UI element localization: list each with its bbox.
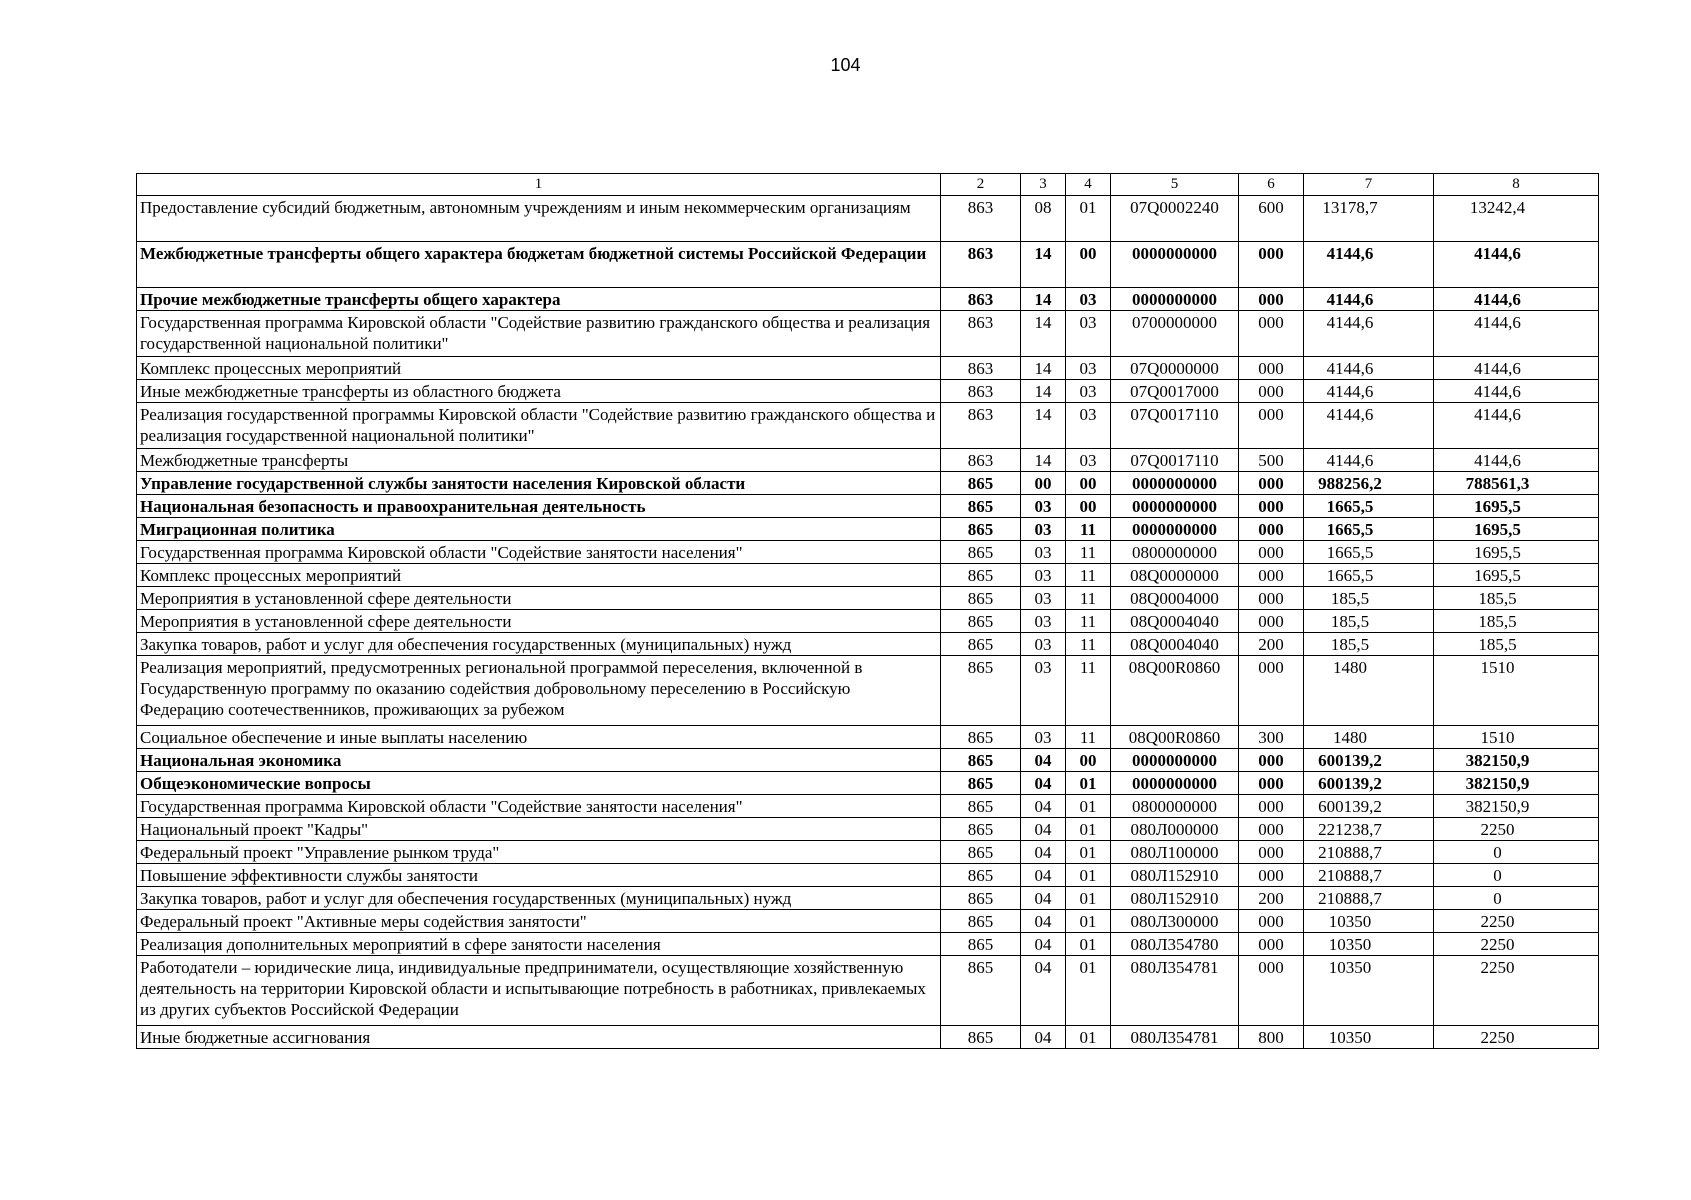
row-name-cell: Государственная программа Кировской области "Содействие занятости населения" bbox=[137, 541, 941, 564]
expense-type-cell: 000 bbox=[1239, 311, 1304, 357]
table-row bbox=[137, 864, 1599, 887]
expense-type-cell: 000 bbox=[1239, 495, 1304, 518]
row-name-cell: Закупка товаров, работ и услуг для обеспечения государственных (муниципальных) нужд bbox=[137, 887, 941, 910]
department-code-cell: 863 bbox=[941, 196, 1021, 242]
expense-type-cell: 000 bbox=[1239, 656, 1304, 726]
column-header-5: 5 bbox=[1111, 174, 1239, 196]
row-name-cell: Прочие межбюджетные трансферты общего характера bbox=[137, 288, 941, 311]
row-name-cell: Реализация дополнительных мероприятий в сфере занятости населения bbox=[137, 933, 941, 956]
table-row bbox=[137, 956, 1599, 1026]
department-code-cell: 865 bbox=[941, 841, 1021, 864]
amount-year1-cell: 185,5 bbox=[1304, 610, 1434, 633]
subsection-cell: 01 bbox=[1066, 864, 1111, 887]
subsection-cell: 03 bbox=[1066, 403, 1111, 449]
subsection-cell: 00 bbox=[1066, 472, 1111, 495]
table-row bbox=[137, 841, 1599, 864]
expense-type-cell: 200 bbox=[1239, 887, 1304, 910]
amount-year2-cell: 382150,9 bbox=[1434, 795, 1599, 818]
section-cell: 04 bbox=[1021, 749, 1066, 772]
subsection-cell: 01 bbox=[1066, 933, 1111, 956]
target-article-cell: 08Q0004040 bbox=[1111, 633, 1239, 656]
expense-type-cell: 000 bbox=[1239, 587, 1304, 610]
row-name-cell: Закупка товаров, работ и услуг для обеспечения государственных (муниципальных) нужд bbox=[137, 633, 941, 656]
department-code-cell: 865 bbox=[941, 818, 1021, 841]
expense-type-cell: 000 bbox=[1239, 472, 1304, 495]
expense-type-cell: 500 bbox=[1239, 449, 1304, 472]
amount-year2-cell: 4144,6 bbox=[1434, 242, 1599, 288]
amount-year1-cell: 221238,7 bbox=[1304, 818, 1434, 841]
department-code-cell: 865 bbox=[941, 749, 1021, 772]
row-name-cell: Межбюджетные трансферты bbox=[137, 449, 941, 472]
target-article-cell: 08Q00R0860 bbox=[1111, 656, 1239, 726]
section-cell: 14 bbox=[1021, 449, 1066, 472]
amount-year1-cell: 210888,7 bbox=[1304, 841, 1434, 864]
amount-year2-cell: 13242,4 bbox=[1434, 196, 1599, 242]
department-code-cell: 863 bbox=[941, 380, 1021, 403]
expense-type-cell: 000 bbox=[1239, 403, 1304, 449]
section-cell: 08 bbox=[1021, 196, 1066, 242]
table-row bbox=[137, 1026, 1599, 1049]
table-row bbox=[137, 564, 1599, 587]
subsection-cell: 00 bbox=[1066, 749, 1111, 772]
expense-type-cell: 000 bbox=[1239, 357, 1304, 380]
amount-year1-cell: 1665,5 bbox=[1304, 495, 1434, 518]
department-code-cell: 865 bbox=[941, 564, 1021, 587]
row-name-cell: Комплекс процессных мероприятий bbox=[137, 357, 941, 380]
amount-year1-cell: 210888,7 bbox=[1304, 887, 1434, 910]
target-article-cell: 080Л000000 bbox=[1111, 818, 1239, 841]
table-row bbox=[137, 910, 1599, 933]
subsection-cell: 11 bbox=[1066, 541, 1111, 564]
row-name-cell: Общеэкономические вопросы bbox=[137, 772, 941, 795]
target-article-cell: 0000000000 bbox=[1111, 518, 1239, 541]
department-code-cell: 865 bbox=[941, 472, 1021, 495]
subsection-cell: 11 bbox=[1066, 518, 1111, 541]
target-article-cell: 08Q00R0860 bbox=[1111, 726, 1239, 749]
department-code-cell: 865 bbox=[941, 795, 1021, 818]
target-article-cell: 08Q0000000 bbox=[1111, 564, 1239, 587]
department-code-cell: 865 bbox=[941, 587, 1021, 610]
row-name-cell: Иные бюджетные ассигнования bbox=[137, 1026, 941, 1049]
amount-year1-cell: 10350 bbox=[1304, 1026, 1434, 1049]
amount-year1-cell: 1480 bbox=[1304, 656, 1434, 726]
amount-year2-cell: 2250 bbox=[1434, 1026, 1599, 1049]
subsection-cell: 01 bbox=[1066, 818, 1111, 841]
target-article-cell: 0000000000 bbox=[1111, 242, 1239, 288]
table-row bbox=[137, 587, 1599, 610]
amount-year2-cell: 185,5 bbox=[1434, 610, 1599, 633]
column-header-1: 1 bbox=[137, 174, 941, 196]
department-code-cell: 863 bbox=[941, 449, 1021, 472]
amount-year1-cell: 10350 bbox=[1304, 933, 1434, 956]
target-article-cell: 07Q0000000 bbox=[1111, 357, 1239, 380]
section-cell: 14 bbox=[1021, 357, 1066, 380]
target-article-cell: 07Q0017110 bbox=[1111, 449, 1239, 472]
amount-year2-cell: 788561,3 bbox=[1434, 472, 1599, 495]
target-article-cell: 080Л152910 bbox=[1111, 864, 1239, 887]
section-cell: 00 bbox=[1021, 472, 1066, 495]
row-name-cell: Социальное обеспечение и иные выплаты населению bbox=[137, 726, 941, 749]
row-name-cell: Мероприятия в установленной сфере деятельности bbox=[137, 610, 941, 633]
target-article-cell: 07Q0017110 bbox=[1111, 403, 1239, 449]
subsection-cell: 11 bbox=[1066, 564, 1111, 587]
target-article-cell: 080Л300000 bbox=[1111, 910, 1239, 933]
expense-type-cell: 000 bbox=[1239, 772, 1304, 795]
column-number-row bbox=[137, 174, 1599, 196]
table-row bbox=[137, 795, 1599, 818]
amount-year1-cell: 4144,6 bbox=[1304, 380, 1434, 403]
table-row bbox=[137, 196, 1599, 242]
row-name-cell: Комплекс процессных мероприятий bbox=[137, 564, 941, 587]
amount-year1-cell: 185,5 bbox=[1304, 587, 1434, 610]
section-cell: 03 bbox=[1021, 495, 1066, 518]
expense-type-cell: 000 bbox=[1239, 541, 1304, 564]
subsection-cell: 03 bbox=[1066, 449, 1111, 472]
amount-year2-cell: 185,5 bbox=[1434, 633, 1599, 656]
table-row bbox=[137, 633, 1599, 656]
section-cell: 03 bbox=[1021, 726, 1066, 749]
subsection-cell: 00 bbox=[1066, 495, 1111, 518]
subsection-cell: 00 bbox=[1066, 242, 1111, 288]
department-code-cell: 865 bbox=[941, 887, 1021, 910]
table-row bbox=[137, 610, 1599, 633]
expense-type-cell: 600 bbox=[1239, 196, 1304, 242]
expense-type-cell: 000 bbox=[1239, 910, 1304, 933]
department-code-cell: 865 bbox=[941, 956, 1021, 1026]
row-name-cell: Национальная экономика bbox=[137, 749, 941, 772]
column-header-4: 4 bbox=[1066, 174, 1111, 196]
subsection-cell: 03 bbox=[1066, 357, 1111, 380]
section-cell: 14 bbox=[1021, 311, 1066, 357]
expense-type-cell: 000 bbox=[1239, 841, 1304, 864]
table-row bbox=[137, 311, 1599, 357]
section-cell: 03 bbox=[1021, 610, 1066, 633]
section-cell: 14 bbox=[1021, 380, 1066, 403]
expense-type-cell: 000 bbox=[1239, 380, 1304, 403]
amount-year2-cell: 1695,5 bbox=[1434, 541, 1599, 564]
section-cell: 03 bbox=[1021, 564, 1066, 587]
section-cell: 03 bbox=[1021, 587, 1066, 610]
expense-type-cell: 000 bbox=[1239, 795, 1304, 818]
column-header-3: 3 bbox=[1021, 174, 1066, 196]
section-cell: 04 bbox=[1021, 818, 1066, 841]
table-row bbox=[137, 772, 1599, 795]
department-code-cell: 865 bbox=[941, 933, 1021, 956]
amount-year2-cell: 4144,6 bbox=[1434, 380, 1599, 403]
target-article-cell: 0000000000 bbox=[1111, 288, 1239, 311]
table-row bbox=[137, 495, 1599, 518]
subsection-cell: 03 bbox=[1066, 288, 1111, 311]
amount-year2-cell: 1695,5 bbox=[1434, 518, 1599, 541]
amount-year1-cell: 1665,5 bbox=[1304, 564, 1434, 587]
amount-year1-cell: 4144,6 bbox=[1304, 288, 1434, 311]
subsection-cell: 01 bbox=[1066, 795, 1111, 818]
amount-year2-cell: 185,5 bbox=[1434, 587, 1599, 610]
subsection-cell: 01 bbox=[1066, 1026, 1111, 1049]
target-article-cell: 08Q0004000 bbox=[1111, 587, 1239, 610]
department-code-cell: 865 bbox=[941, 772, 1021, 795]
expense-type-cell: 000 bbox=[1239, 564, 1304, 587]
section-cell: 14 bbox=[1021, 288, 1066, 311]
amount-year1-cell: 10350 bbox=[1304, 956, 1434, 1026]
row-name-cell: Федеральный проект "Активные меры содействия занятости" bbox=[137, 910, 941, 933]
amount-year2-cell: 1695,5 bbox=[1434, 495, 1599, 518]
section-cell: 04 bbox=[1021, 887, 1066, 910]
amount-year1-cell: 210888,7 bbox=[1304, 864, 1434, 887]
amount-year2-cell: 2250 bbox=[1434, 933, 1599, 956]
column-header-7: 7 bbox=[1304, 174, 1434, 196]
amount-year2-cell: 4144,6 bbox=[1434, 311, 1599, 357]
amount-year1-cell: 10350 bbox=[1304, 910, 1434, 933]
table-row bbox=[137, 403, 1599, 449]
amount-year2-cell: 382150,9 bbox=[1434, 749, 1599, 772]
table-row bbox=[137, 449, 1599, 472]
amount-year2-cell: 4144,6 bbox=[1434, 449, 1599, 472]
amount-year2-cell: 0 bbox=[1434, 887, 1599, 910]
row-name-cell: Реализация мероприятий, предусмотренных региональной программой переселения, включенной в Государственную программу по оказанию содействия добровольному переселению в Российскую Федерацию соотечественников, проживающих за рубежом bbox=[137, 656, 941, 726]
subsection-cell: 01 bbox=[1066, 910, 1111, 933]
row-name-cell: Государственная программа Кировской области "Содействие развитию гражданского общества и реализация государственной национальной политики" bbox=[137, 311, 941, 357]
subsection-cell: 03 bbox=[1066, 380, 1111, 403]
target-article-cell: 0800000000 bbox=[1111, 795, 1239, 818]
section-cell: 04 bbox=[1021, 772, 1066, 795]
section-cell: 04 bbox=[1021, 864, 1066, 887]
amount-year2-cell: 382150,9 bbox=[1434, 772, 1599, 795]
expense-type-cell: 800 bbox=[1239, 1026, 1304, 1049]
row-name-cell: Реализация государственной программы Кировской области "Содействие развитию гражданского общества и реализация государственной национальной политики" bbox=[137, 403, 941, 449]
subsection-cell: 11 bbox=[1066, 610, 1111, 633]
expense-type-cell: 000 bbox=[1239, 518, 1304, 541]
page-number: 104 bbox=[830, 55, 861, 75]
department-code-cell: 865 bbox=[941, 656, 1021, 726]
expense-type-cell: 000 bbox=[1239, 933, 1304, 956]
table-row bbox=[137, 472, 1599, 495]
column-header-6: 6 bbox=[1239, 174, 1304, 196]
department-code-cell: 865 bbox=[941, 610, 1021, 633]
department-code-cell: 863 bbox=[941, 288, 1021, 311]
table-row bbox=[137, 749, 1599, 772]
expense-type-cell: 000 bbox=[1239, 749, 1304, 772]
subsection-cell: 11 bbox=[1066, 633, 1111, 656]
expense-type-cell: 200 bbox=[1239, 633, 1304, 656]
target-article-cell: 0000000000 bbox=[1111, 495, 1239, 518]
expense-type-cell: 000 bbox=[1239, 818, 1304, 841]
department-code-cell: 863 bbox=[941, 403, 1021, 449]
amount-year1-cell: 600139,2 bbox=[1304, 749, 1434, 772]
subsection-cell: 01 bbox=[1066, 956, 1111, 1026]
target-article-cell: 080Л354780 bbox=[1111, 933, 1239, 956]
amount-year2-cell: 1510 bbox=[1434, 726, 1599, 749]
section-cell: 04 bbox=[1021, 910, 1066, 933]
row-name-cell: Управление государственной службы занятости населения Кировской области bbox=[137, 472, 941, 495]
subsection-cell: 01 bbox=[1066, 772, 1111, 795]
table-row bbox=[137, 357, 1599, 380]
amount-year2-cell: 0 bbox=[1434, 841, 1599, 864]
expense-type-cell: 000 bbox=[1239, 610, 1304, 633]
amount-year1-cell: 4144,6 bbox=[1304, 242, 1434, 288]
department-code-cell: 865 bbox=[941, 864, 1021, 887]
department-code-cell: 865 bbox=[941, 495, 1021, 518]
amount-year2-cell: 1510 bbox=[1434, 656, 1599, 726]
target-article-cell: 0000000000 bbox=[1111, 472, 1239, 495]
department-code-cell: 865 bbox=[941, 1026, 1021, 1049]
subsection-cell: 11 bbox=[1066, 587, 1111, 610]
target-article-cell: 0000000000 bbox=[1111, 772, 1239, 795]
department-code-cell: 865 bbox=[941, 910, 1021, 933]
expense-type-cell: 000 bbox=[1239, 956, 1304, 1026]
section-cell: 03 bbox=[1021, 656, 1066, 726]
amount-year1-cell: 185,5 bbox=[1304, 633, 1434, 656]
table-row bbox=[137, 818, 1599, 841]
subsection-cell: 01 bbox=[1066, 196, 1111, 242]
table-row bbox=[137, 380, 1599, 403]
section-cell: 03 bbox=[1021, 633, 1066, 656]
target-article-cell: 080Л152910 bbox=[1111, 887, 1239, 910]
amount-year2-cell: 0 bbox=[1434, 864, 1599, 887]
expense-type-cell: 000 bbox=[1239, 864, 1304, 887]
table-row bbox=[137, 887, 1599, 910]
column-header-2: 2 bbox=[941, 174, 1021, 196]
amount-year2-cell: 2250 bbox=[1434, 956, 1599, 1026]
amount-year1-cell: 988256,2 bbox=[1304, 472, 1434, 495]
department-code-cell: 863 bbox=[941, 311, 1021, 357]
row-name-cell: Государственная программа Кировской области "Содействие занятости населения" bbox=[137, 795, 941, 818]
row-name-cell: Повышение эффективности службы занятости bbox=[137, 864, 941, 887]
target-article-cell: 080Л354781 bbox=[1111, 1026, 1239, 1049]
row-name-cell: Иные межбюджетные трансферты из областного бюджета bbox=[137, 380, 941, 403]
table-row bbox=[137, 933, 1599, 956]
table-row bbox=[137, 656, 1599, 726]
subsection-cell: 11 bbox=[1066, 726, 1111, 749]
subsection-cell: 01 bbox=[1066, 841, 1111, 864]
row-name-cell: Работодатели – юридические лица, индивидуальные предприниматели, осуществляющие хозяйственную деятельность на территории Кировской области и испытывающие потребность в работниках, привлекаемых из других субъектов Российской Федерации bbox=[137, 956, 941, 1026]
amount-year1-cell: 4144,6 bbox=[1304, 357, 1434, 380]
amount-year1-cell: 1665,5 bbox=[1304, 541, 1434, 564]
table-row bbox=[137, 242, 1599, 288]
section-cell: 04 bbox=[1021, 841, 1066, 864]
expense-type-cell: 000 bbox=[1239, 242, 1304, 288]
subsection-cell: 11 bbox=[1066, 656, 1111, 726]
row-name-cell: Миграционная политика bbox=[137, 518, 941, 541]
department-code-cell: 865 bbox=[941, 633, 1021, 656]
subsection-cell: 01 bbox=[1066, 887, 1111, 910]
target-article-cell: 07Q0017000 bbox=[1111, 380, 1239, 403]
section-cell: 14 bbox=[1021, 242, 1066, 288]
section-cell: 04 bbox=[1021, 956, 1066, 1026]
section-cell: 03 bbox=[1021, 541, 1066, 564]
table-body bbox=[137, 196, 1599, 1049]
department-code-cell: 863 bbox=[941, 357, 1021, 380]
amount-year1-cell: 600139,2 bbox=[1304, 772, 1434, 795]
row-name-cell: Мероприятия в установленной сфере деятельности bbox=[137, 587, 941, 610]
section-cell: 14 bbox=[1021, 403, 1066, 449]
amount-year1-cell: 4144,6 bbox=[1304, 449, 1434, 472]
section-cell: 03 bbox=[1021, 518, 1066, 541]
table-row bbox=[137, 518, 1599, 541]
section-cell: 04 bbox=[1021, 933, 1066, 956]
target-article-cell: 080Л354781 bbox=[1111, 956, 1239, 1026]
budget-table bbox=[136, 173, 1599, 1049]
row-name-cell: Национальная безопасность и правоохранительная деятельность bbox=[137, 495, 941, 518]
target-article-cell: 0700000000 bbox=[1111, 311, 1239, 357]
table-row bbox=[137, 541, 1599, 564]
target-article-cell: 08Q0004040 bbox=[1111, 610, 1239, 633]
department-code-cell: 863 bbox=[941, 242, 1021, 288]
target-article-cell: 07Q0002240 bbox=[1111, 196, 1239, 242]
amount-year2-cell: 4144,6 bbox=[1434, 357, 1599, 380]
row-name-cell: Национальный проект "Кадры" bbox=[137, 818, 941, 841]
amount-year2-cell: 2250 bbox=[1434, 910, 1599, 933]
target-article-cell: 080Л100000 bbox=[1111, 841, 1239, 864]
amount-year1-cell: 1665,5 bbox=[1304, 518, 1434, 541]
section-cell: 04 bbox=[1021, 1026, 1066, 1049]
target-article-cell: 0800000000 bbox=[1111, 541, 1239, 564]
department-code-cell: 865 bbox=[941, 726, 1021, 749]
row-name-cell: Предоставление субсидий бюджетным, автономным учреждениям и иным некоммерческим организациям bbox=[137, 196, 941, 242]
amount-year2-cell: 2250 bbox=[1434, 818, 1599, 841]
target-article-cell: 0000000000 bbox=[1111, 749, 1239, 772]
amount-year2-cell: 4144,6 bbox=[1434, 403, 1599, 449]
subsection-cell: 03 bbox=[1066, 311, 1111, 357]
amount-year2-cell: 4144,6 bbox=[1434, 288, 1599, 311]
amount-year1-cell: 13178,7 bbox=[1304, 196, 1434, 242]
amount-year1-cell: 600139,2 bbox=[1304, 795, 1434, 818]
table-row bbox=[137, 726, 1599, 749]
department-code-cell: 865 bbox=[941, 518, 1021, 541]
column-header-8: 8 bbox=[1434, 174, 1599, 196]
department-code-cell: 865 bbox=[941, 541, 1021, 564]
amount-year1-cell: 4144,6 bbox=[1304, 311, 1434, 357]
row-name-cell: Федеральный проект "Управление рынком труда" bbox=[137, 841, 941, 864]
amount-year1-cell: 4144,6 bbox=[1304, 403, 1434, 449]
section-cell: 04 bbox=[1021, 795, 1066, 818]
table-row bbox=[137, 288, 1599, 311]
row-name-cell: Межбюджетные трансферты общего характера бюджетам бюджетной системы Российской Федерации bbox=[137, 242, 941, 288]
expense-type-cell: 000 bbox=[1239, 288, 1304, 311]
amount-year1-cell: 1480 bbox=[1304, 726, 1434, 749]
amount-year2-cell: 1695,5 bbox=[1434, 564, 1599, 587]
expense-type-cell: 300 bbox=[1239, 726, 1304, 749]
